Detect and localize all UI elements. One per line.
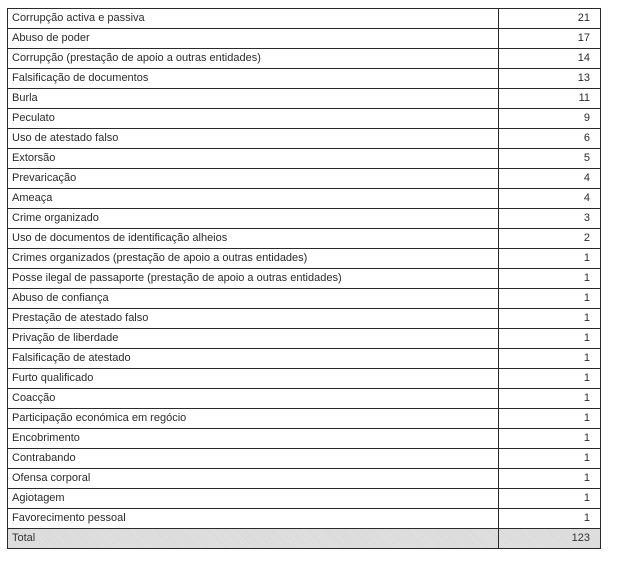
crime-name: Contrabando [8, 449, 499, 469]
table-row [8, 229, 601, 249]
table-row [8, 269, 601, 289]
crime-name: Prestação de atestado falso [8, 309, 499, 329]
table-row [8, 149, 601, 169]
total-label: Total [8, 529, 499, 549]
crime-count: 1 [499, 509, 601, 529]
table-row [8, 489, 601, 509]
crime-name: Ameaça [8, 189, 499, 209]
crime-name: Corrupção activa e passiva [8, 9, 499, 29]
crime-name: Privação de liberdade [8, 329, 499, 349]
crime-name: Furto qualificado [8, 369, 499, 389]
crime-count: 1 [499, 429, 601, 449]
crime-name: Prevaricação [8, 169, 499, 189]
total-count: 123 [499, 529, 601, 549]
crime-name: Participação económica em regócio [8, 409, 499, 429]
crime-name: Peculato [8, 109, 499, 129]
crime-count: 1 [499, 449, 601, 469]
crime-name: Uso de atestado falso [8, 129, 499, 149]
crime-count: 2 [499, 229, 601, 249]
crime-name: Posse ilegal de passaporte (prestação de apoio a outras entidades) [8, 269, 499, 289]
table-row [8, 109, 601, 129]
crime-count: 4 [499, 169, 601, 189]
crime-count: 9 [499, 109, 601, 129]
crime-count: 1 [499, 249, 601, 269]
crime-count: 13 [499, 69, 601, 89]
table-row [8, 189, 601, 209]
crime-count: 21 [499, 9, 601, 29]
crime-count: 1 [499, 329, 601, 349]
crime-name: Crime organizado [8, 209, 499, 229]
table-row [8, 89, 601, 109]
crime-count: 1 [499, 309, 601, 329]
crime-name: Uso de documentos de identificação alheios [8, 229, 499, 249]
crime-count: 1 [499, 389, 601, 409]
table-row [8, 389, 601, 409]
table-row [8, 169, 601, 189]
crime-count: 5 [499, 149, 601, 169]
crime-count: 3 [499, 209, 601, 229]
crime-count: 1 [499, 409, 601, 429]
crime-count: 6 [499, 129, 601, 149]
table-row [8, 429, 601, 449]
table-row [8, 69, 601, 89]
table-row [8, 309, 601, 329]
crime-statistics-sheet [7, 8, 600, 549]
crime-name: Crimes organizados (prestação de apoio a outras entidades) [8, 249, 499, 269]
crime-name: Falsificação de atestado [8, 349, 499, 369]
crime-count: 1 [499, 349, 601, 369]
crime-count: 17 [499, 29, 601, 49]
crime-name: Abuso de confiança [8, 289, 499, 309]
table-row [8, 449, 601, 469]
crime-name: Encobrimento [8, 429, 499, 449]
table-row [8, 409, 601, 429]
total-row [8, 529, 601, 549]
crime-count: 1 [499, 269, 601, 289]
crime-count: 11 [499, 89, 601, 109]
crime-count-table [7, 8, 601, 549]
crime-name: Corrupção (prestação de apoio a outras entidades) [8, 49, 499, 69]
crime-name: Falsificação de documentos [8, 69, 499, 89]
table-row [8, 509, 601, 529]
crime-name: Agiotagem [8, 489, 499, 509]
table-row [8, 369, 601, 389]
table-row [8, 49, 601, 69]
crime-name: Extorsão [8, 149, 499, 169]
crime-count: 4 [499, 189, 601, 209]
table-row [8, 9, 601, 29]
table-row [8, 249, 601, 269]
table-row [8, 209, 601, 229]
crime-rows [8, 9, 601, 549]
crime-count: 1 [499, 489, 601, 509]
crime-name: Burla [8, 89, 499, 109]
table-row [8, 469, 601, 489]
crime-count: 14 [499, 49, 601, 69]
table-row [8, 29, 601, 49]
crime-count: 1 [499, 469, 601, 489]
crime-name: Abuso de poder [8, 29, 499, 49]
table-row [8, 329, 601, 349]
crime-name: Favorecimento pessoal [8, 509, 499, 529]
crime-name: Ofensa corporal [8, 469, 499, 489]
crime-name: Coacção [8, 389, 499, 409]
table-row [8, 129, 601, 149]
table-row [8, 289, 601, 309]
crime-count: 1 [499, 289, 601, 309]
crime-count: 1 [499, 369, 601, 389]
table-row [8, 349, 601, 369]
